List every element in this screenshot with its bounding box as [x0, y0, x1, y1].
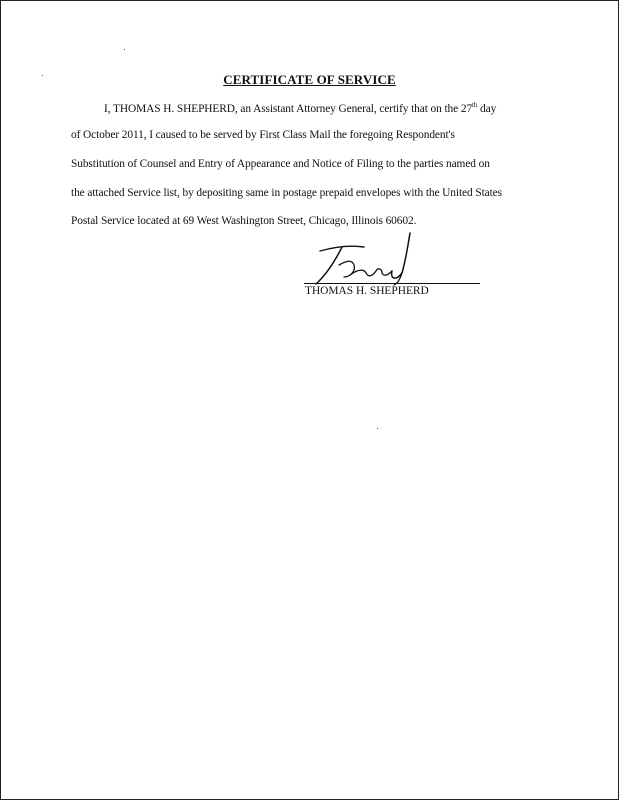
certificate-body-line: the attached Service list, by depositing same in postage prepaid envelopes with the United States — [71, 187, 502, 199]
scan-speck — [377, 428, 378, 429]
certificate-body-line: Postal Service located at 69 West Washington Street, Chicago, Illinois 60602. — [71, 215, 417, 227]
signer-name: THOMAS H. SHEPHERD — [305, 285, 429, 297]
certificate-body-line — [104, 101, 496, 115]
signature-line — [304, 283, 480, 284]
handwritten-signature — [306, 229, 416, 289]
ordinal-suffix: th — [472, 101, 478, 109]
certificate-title: CERTIFICATE OF SERVICE — [223, 72, 396, 87]
certificate-text: I, THOMAS H. SHEPHERD, an Assistant Attorney General, certify that on the 27 — [104, 103, 473, 115]
certificate-body-line: of October 2011, I caused to be served by First Class Mail the foregoing Respondent's — [71, 129, 455, 141]
scan-speck — [124, 49, 125, 50]
certificate-text: day — [477, 103, 497, 115]
certificate-body-line: Substitution of Counsel and Entry of Appearance and Notice of Filing to the parties named on — [71, 158, 490, 170]
